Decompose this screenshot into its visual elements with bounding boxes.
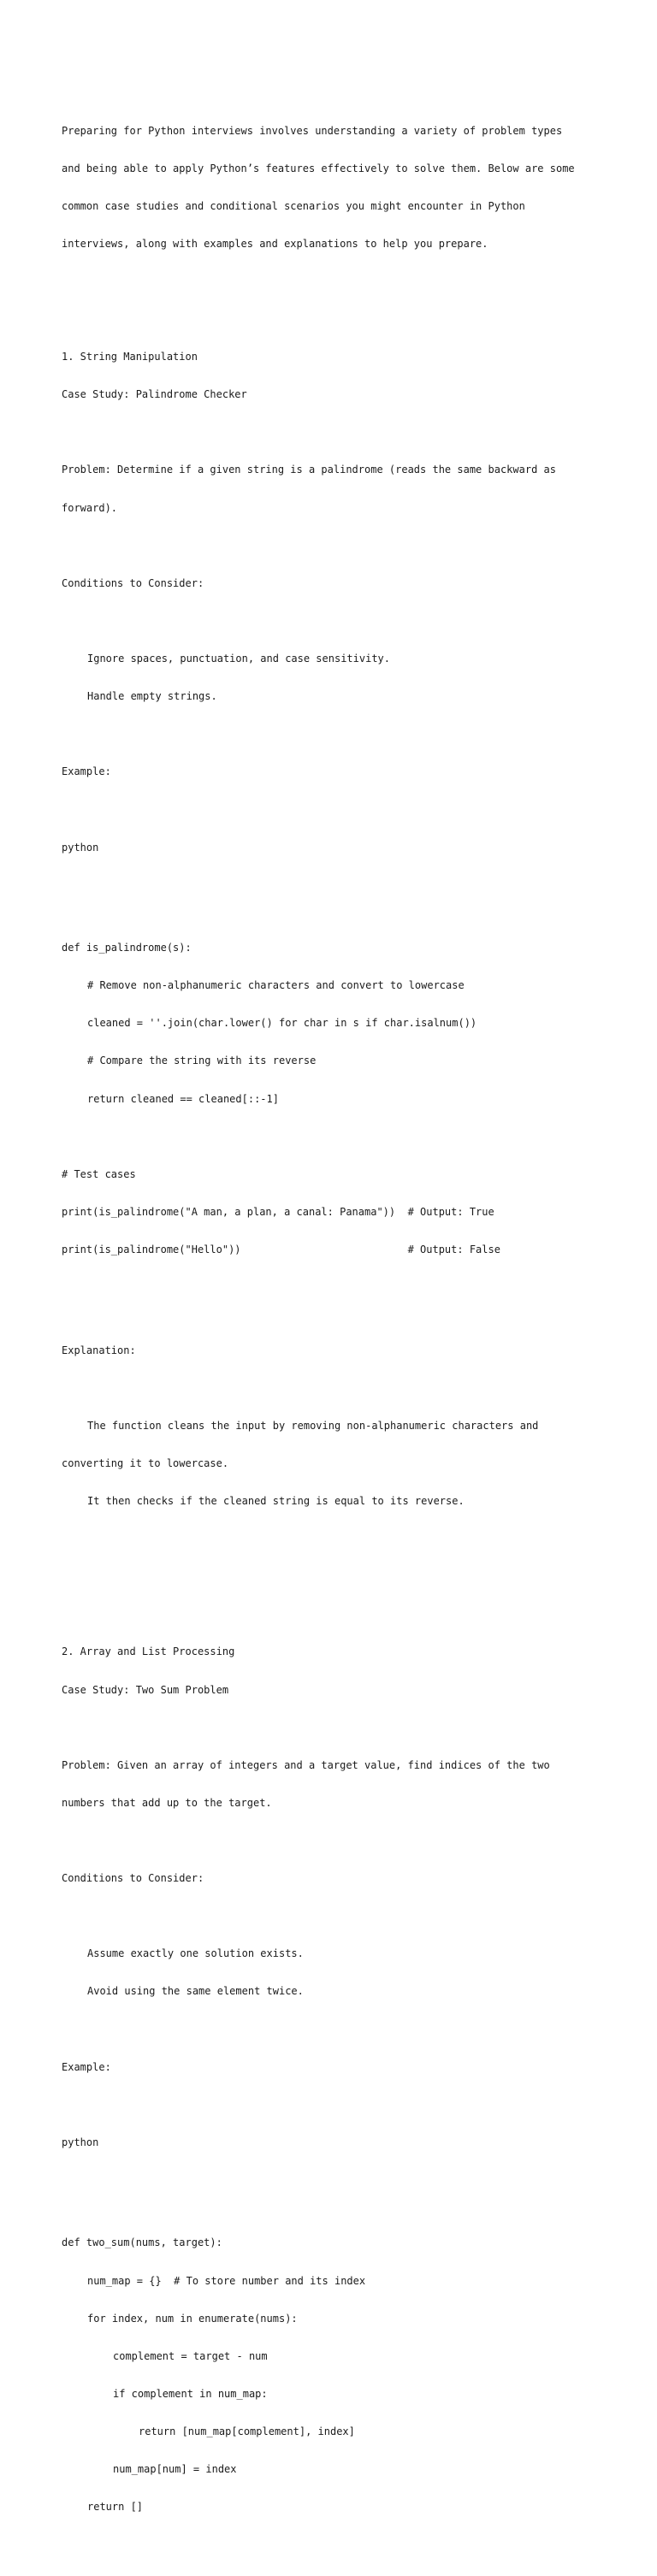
case-study-title: Case Study: Palindrome Checker [62,388,247,401]
document-page [62,62,609,2576]
code-line: def two_sum(nums, target): [62,2236,222,2249]
problem-line: numbers that add up to the target. [62,1796,272,1809]
intro-line: interviews, along with examples and explanations to help you prepare. [62,237,488,250]
blank-line [62,426,609,439]
code-line: print(is_palindrome("Hello")) # Output: False [62,1243,500,1256]
explanation-line: The function cleans the input by removing non-alphanumeric characters and [87,1419,539,1432]
explanation-label: Explanation: [62,1344,136,1356]
blank-line [62,1835,609,1847]
intro-line: and being able to apply Python’s features effectively to solve them. Below are some [62,162,575,174]
blank-line [62,1722,609,1734]
code-line: return [num_map[complement], index] [139,2425,355,2437]
code-line: num_map = {} # To store number and its index [87,2274,366,2287]
blank-line [62,1382,609,1395]
condition-item: Assume exactly one solution exists. [87,1947,304,1960]
code-line: if complement in num_map: [113,2387,268,2400]
problem-line: Problem: Determine if a given string is a palindrome (reads the same backward as [62,464,556,476]
code-block [62,917,609,1281]
code-line: return cleaned == cleaned[::-1] [87,1092,279,1105]
problem-line: forward). [62,501,118,514]
condition-item: Ignore spaces, punctuation, and case sensitivity. [87,653,391,665]
code-line: def is_palindrome(s): [62,942,192,954]
code-line: complement = target - num [113,2349,268,2362]
code-line: cleaned = ''.join(char.lower() for char in s if char.isalnum()) [87,1017,477,1030]
explanation-line: converting it to lowercase. [62,1456,229,1469]
condition-item: Handle empty strings. [87,690,217,703]
blank-line [62,1533,609,1545]
case-study-title: Case Study: Two Sum Problem [62,1683,229,1696]
code-line: # Test cases [62,1167,136,1180]
blank-line [62,1910,609,1923]
intro-line: common case studies and conditional scenarios you might encounter in Python [62,199,525,212]
code-block [62,2212,609,2538]
problem-line: Problem: Given an array of integers and a target value, find indices of the two [62,1758,550,1771]
blank-line [62,879,609,892]
example-label: Example: [62,765,111,778]
section-array-processing [62,1621,609,2564]
section-string-manipulation [62,326,609,1570]
blank-line [62,2174,609,2187]
condition-item: Avoid using the same element twice. [87,1985,304,1998]
code-line: for index, num in enumerate(nums): [87,2312,298,2325]
blank-line [62,728,609,741]
code-line: return [] [87,2501,144,2514]
intro-paragraph [62,99,609,275]
code-language: python [62,841,99,854]
code-line: num_map[num] = index [113,2463,237,2476]
blank-line [62,2099,609,2112]
blank-line [62,540,609,552]
explanation-line: It then checks if the cleaned string is equal to its reverse. [87,1495,465,1508]
conditions-label: Conditions to Consider: [62,576,204,589]
section-heading: 2. Array and List Processing [62,1645,235,1658]
blank-line [62,1131,609,1143]
blank-line [62,1307,609,1320]
section-heading: 1. String Manipulation [62,351,198,363]
example-label: Example: [62,2060,111,2073]
blank-line [62,615,609,628]
blank-line [62,2023,609,2035]
code-line: # Remove non-alphanumeric characters and convert to lowercase [87,979,465,992]
conditions-label: Conditions to Consider: [62,1872,204,1885]
code-line: print(is_palindrome("A man, a plan, a canal: Panama")) # Output: True [62,1205,494,1218]
blank-line [62,803,609,816]
code-line: # Compare the string with its reverse [87,1055,317,1067]
intro-line: Preparing for Python interviews involves understanding a variety of problem types [62,124,563,137]
code-language: python [62,2136,99,2148]
